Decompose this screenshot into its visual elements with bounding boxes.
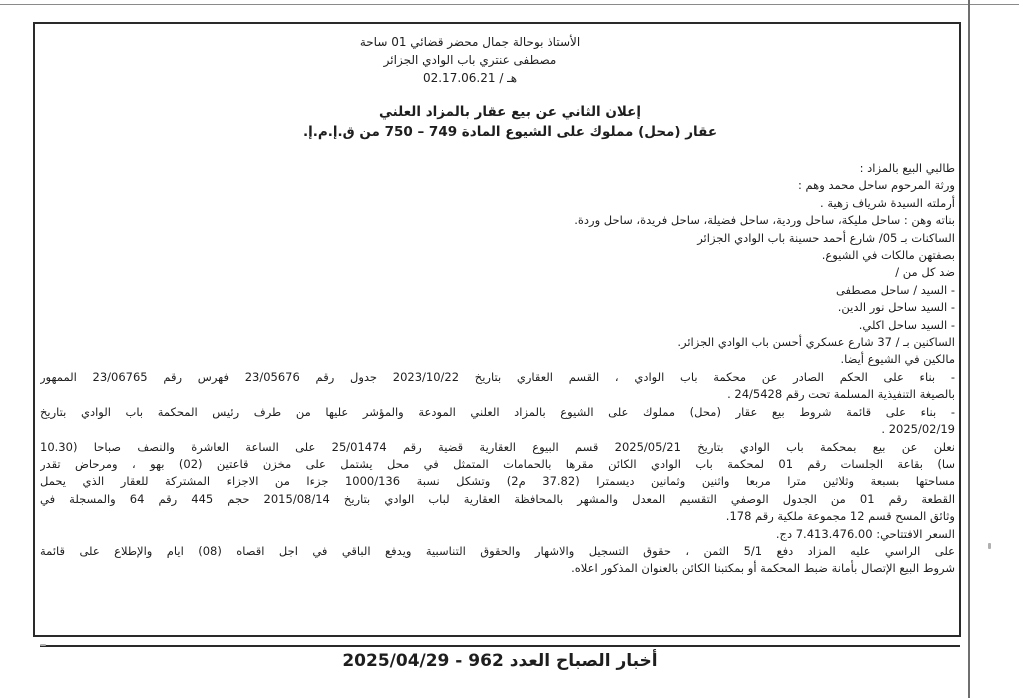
body-line: على الراسي عليه المزاد دفع 5/1 الثمن ، حقوق التسجيل والاشهار والحقوق التناسبية ويدفع الباقي في اجل اقصاه (08) ايام والإطلاع على قائمة — [40, 543, 955, 558]
header-line-3: هـ / 02.17.06.21 — [422, 71, 518, 85]
body-line: طالبي البيع بالمزاد : — [859, 161, 955, 175]
body-line: مساحتها بسبعة وثلاثين مترا مربعا واثنين وثمانين ديسمترا (37.82 م2) وتشكل نسبة 1000/136 جزءا من الاجزاء المشتركة للعقار الذي يحمل — [40, 474, 955, 489]
notice-title — [250, 102, 770, 142]
body-line: ورثة المرحوم ساحل محمد وهم : — [798, 178, 955, 193]
scan-speck — [988, 543, 991, 549]
body-line: - بناء على الحكم الصادر عن محكمة باب الوادي ، القسم العقاري بتاريخ 2023/10/22 جدول رقم 23/05676 فهرس رقم 23/06765 الممهور — [40, 369, 955, 384]
bailiff-header — [300, 33, 640, 87]
body-line: الساكنات بـ 05/ شارع أحمد حسينة باب الوادي الجزائر — [697, 230, 955, 245]
body-line: بناته وهن : ساحل مليكة، ساحل وردية، ساحل فضيلة، ساحل فريدة، ساحل وردة. — [574, 213, 955, 228]
body-line: وثائق المسح قسم 12 مجموعة ملكية رقم 178. — [725, 509, 955, 524]
body-line: 2025/02/19 . — [881, 422, 955, 437]
header-line-2: مصطفى عنتري باب الوادي الجزائر — [383, 53, 557, 67]
body-line: ضد كل من / — [895, 265, 955, 280]
body-line: القطعة رقم 01 من الجدول الوصفي التقسيم المعدل والمشهر بالمحافظة العقارية لباب الوادي بتاريخ 2015/08/14 حجم 445 رقم 64 والمسجلة في — [40, 491, 955, 506]
body-line: - بناء على قائمة شروط بيع عقار (محل) مملوك على الشيوع بالمزاد العلني المودعة والمؤشر عليها من طرف رئيس المحكمة باب الوادي بتاريخ — [40, 404, 955, 419]
body-line: شروط البيع الإتصال بأمانة ضبط المحكمة أو بمكتبنا الكائن بالعنوان المذكور اعلاه. — [571, 561, 955, 576]
scan-speck — [40, 644, 46, 646]
body-line: - السيد / ساحل مصطفى — [835, 282, 955, 297]
header-line-1: الأستاذ بوحالة جمال محضر قضائي 01 ساحة — [359, 35, 581, 49]
body-line: بصفتهن مالكات في الشيوع. — [821, 248, 955, 263]
body-line: الساكنين بـ / 37 شارع عسكري أحسن باب الوادي الجزائر. — [677, 335, 955, 350]
body-line: أرملته السيدة شرياف زهية . — [820, 195, 955, 210]
page-margin-line — [968, 0, 970, 698]
body-line: - السيد ساحل نور الدين. — [837, 300, 955, 315]
notice-body — [40, 160, 955, 578]
newspaper-footer: أخبار الصباح العدد 962 - 2025/04/29 — [342, 651, 658, 671]
body-line: مالكين في الشيوع أيضا. — [840, 352, 955, 367]
title-line-2: عقار (محل) مملوك على الشيوع المادة 749 – 750 من ق.إ.م.إ. — [302, 124, 718, 140]
top-edge-rule — [0, 4, 1019, 5]
body-line: بالصيغة التنفيذية المسلمة تحت رقم 24/5428 . — [727, 387, 955, 402]
body-line: نعلن عن بيع بمحكمة باب الوادي بتاريخ 2025/05/21 قسم البيوع العقارية قضية رقم 25/01474 على الساعة العاشرة والنصف صباحا (10.30 — [40, 439, 955, 454]
body-line: - السيد ساحل اكلي. — [858, 317, 955, 332]
title-line-1: إعلان الثاني عن بيع عقار بالمزاد العلني — [379, 104, 641, 120]
opening-price: السعر الافتتاحي: 7.413.476.00 دج. — [775, 526, 955, 541]
body-line: سا) بقاعة الجلسات رقم 01 لمحكمة باب الوادي الكائن مقرها بالحمامات المتمثل في محل يشتمل على مخزن قاعتين (02) بهو ، ومرحاض تقدر — [40, 456, 955, 471]
